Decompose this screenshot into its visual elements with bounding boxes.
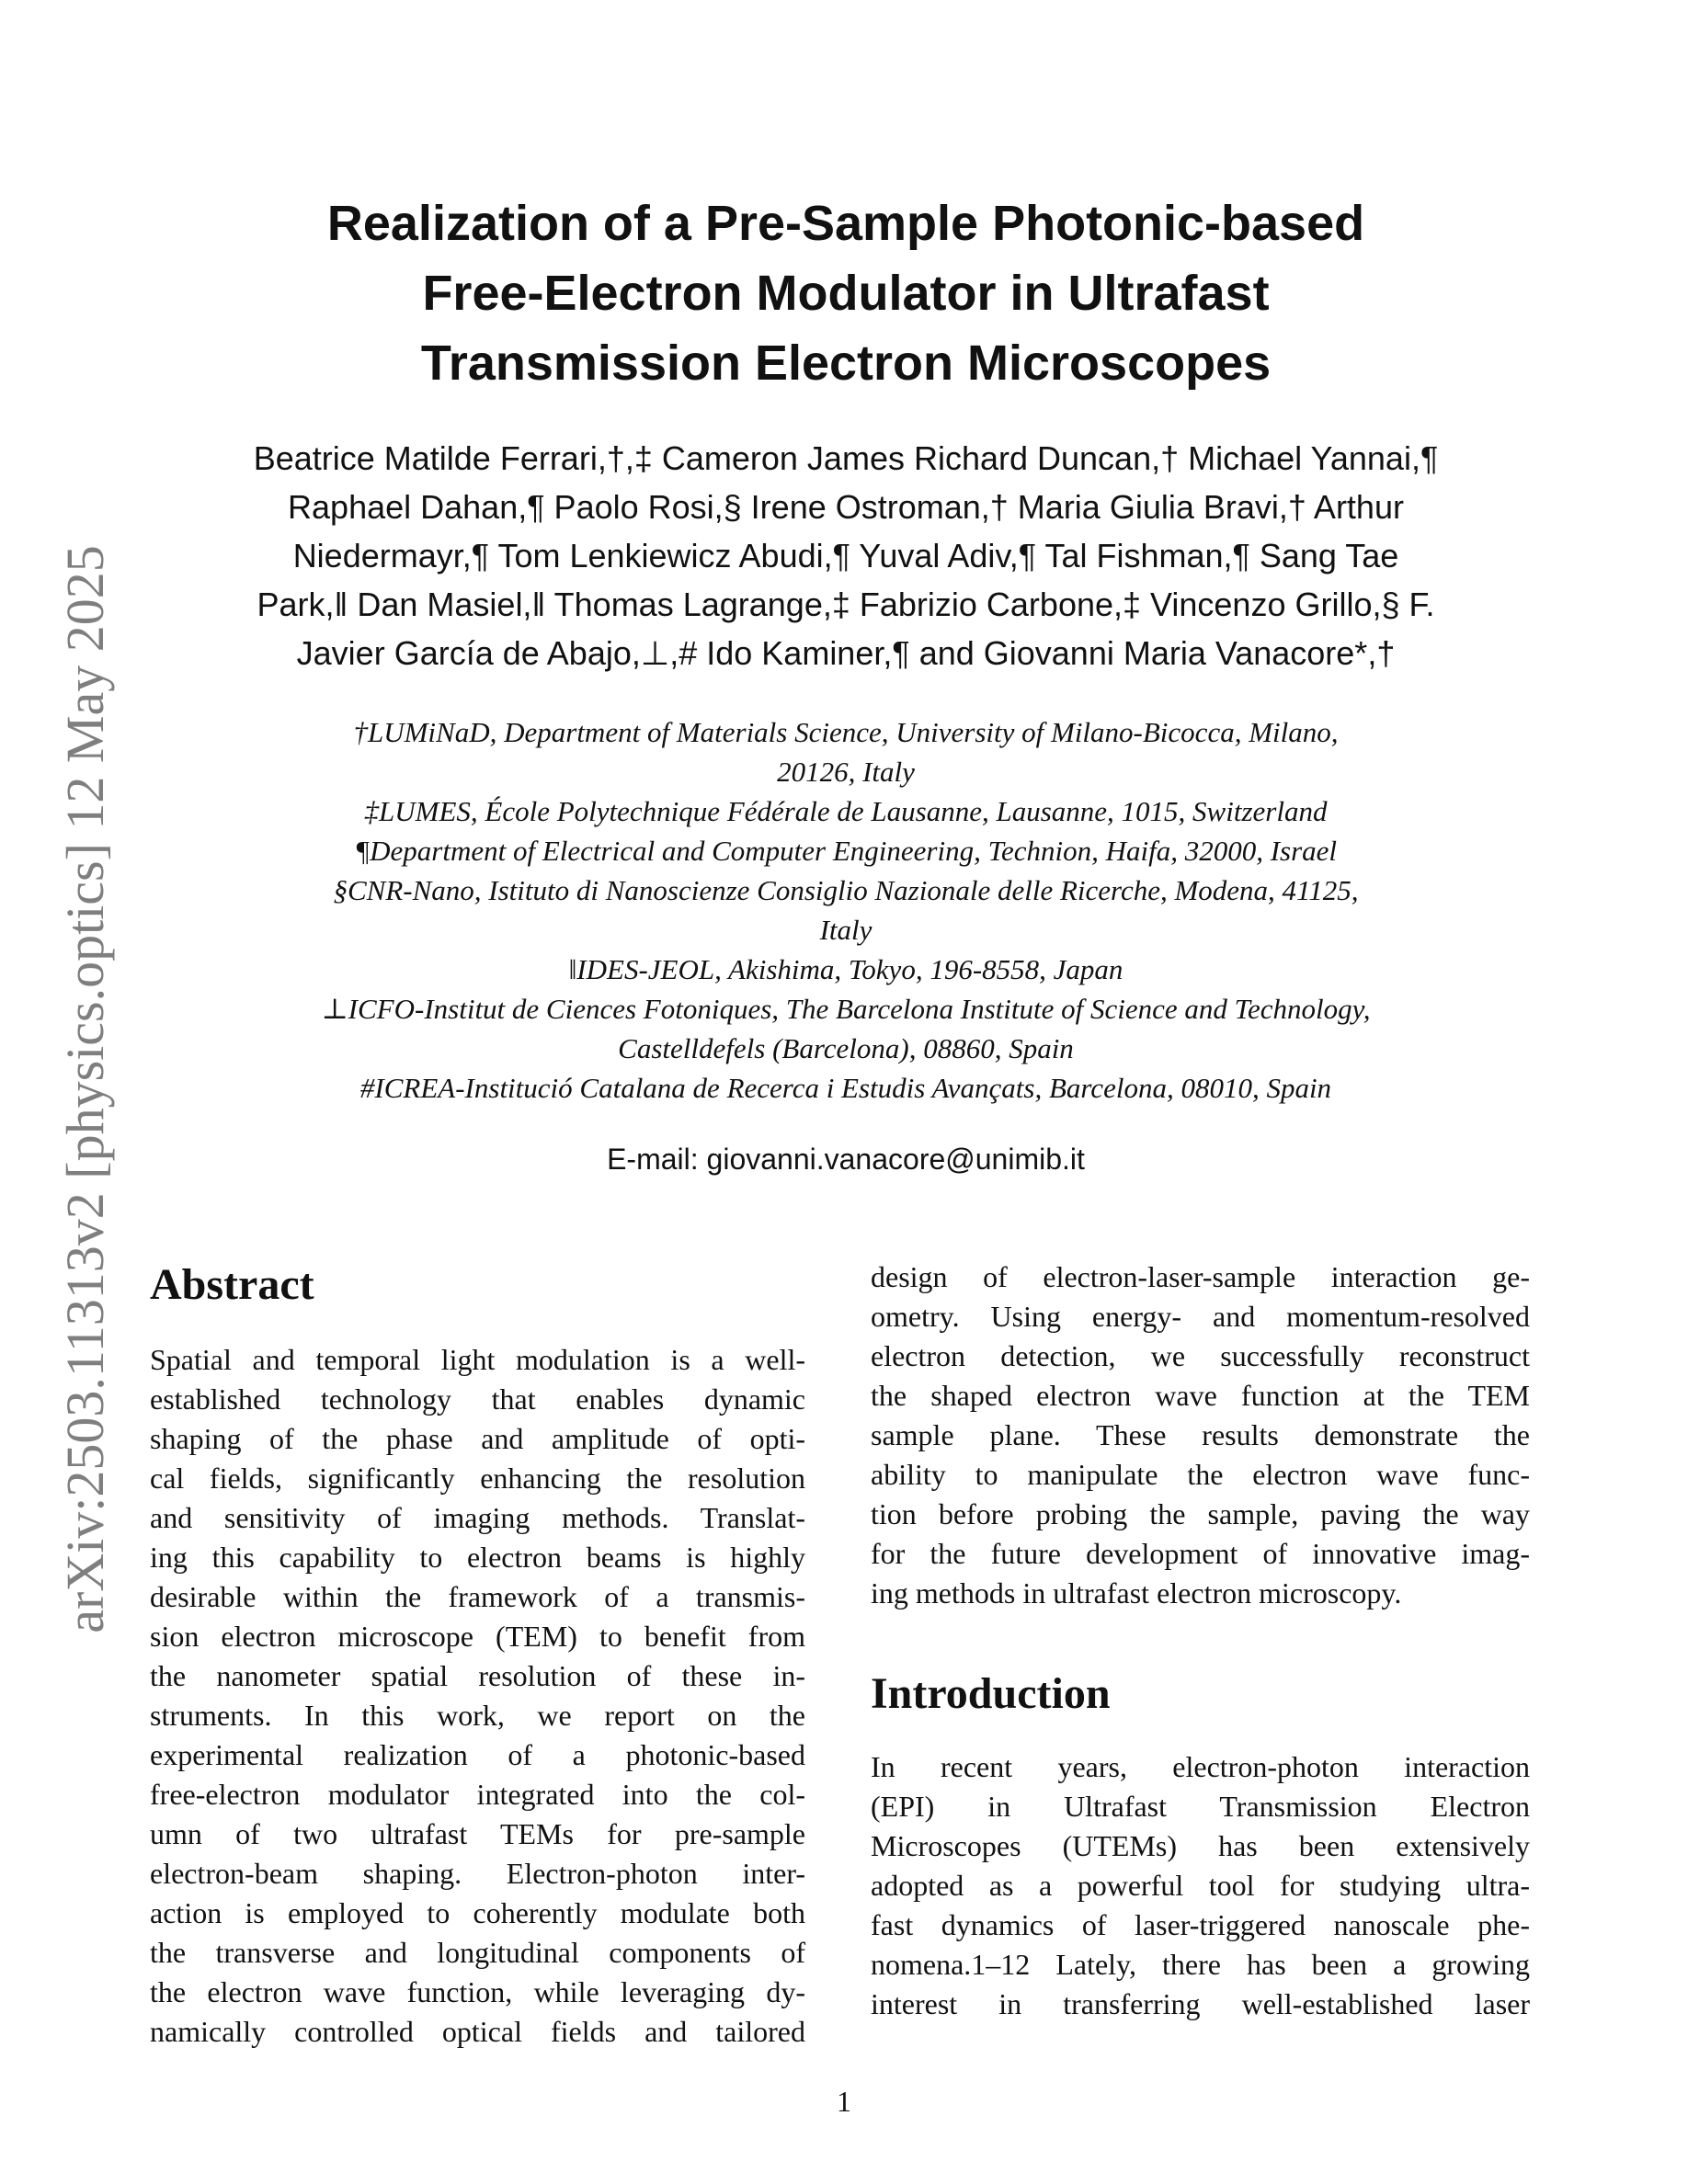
- author-line: Beatrice Matilde Ferrari,†,‡ Cameron James Richard Duncan,† Michael Yannai,¶: [253, 439, 1439, 477]
- right-column: [871, 1257, 1530, 2024]
- author-line: Javier García de Abajo,⊥,# Ido Kaminer,¶ and Giovanni Maria Vanacore*,†: [296, 634, 1396, 672]
- text-line: interest in transferring well-established laser: [871, 1987, 1530, 2020]
- affiliation-line: ‡LUMES, École Polytechnique Fédérale de Lausanne, Lausanne, 1015, Switzerland: [364, 795, 1328, 827]
- left-column: [150, 1257, 805, 2052]
- affiliation-list: [184, 712, 1508, 1108]
- text-line: (EPI) in Ultrafast Transmission Electron: [871, 1790, 1530, 1823]
- author-line: Park,‖ Dan Masiel,‖ Thomas Lagrange,‡ Fabrizio Carbone,‡ Vincenzo Grillo,§ F.: [257, 586, 1435, 623]
- affiliation-line: ⊥ICFO-Institut de Ciences Fotoniques, The Barcelona Institute of Science and Technology,: [321, 993, 1371, 1025]
- title-line: Transmission Electron Microscopes: [420, 336, 1272, 391]
- text-line: experimental realization of a photonic-based: [150, 1738, 805, 1771]
- introduction-heading: Introduction: [871, 1669, 1111, 1718]
- text-line: established technology that enables dynamic: [150, 1382, 805, 1416]
- text-line: desirable within the framework of a transmis-: [150, 1580, 805, 1613]
- text-line: tion before probing the sample, paving the way: [871, 1497, 1530, 1530]
- text-line: struments. In this work, we report on the: [150, 1699, 805, 1732]
- title-line: Free-Electron Modulator in Ultrafast: [422, 266, 1270, 321]
- introduction-text: [871, 1747, 1530, 2024]
- text-line: electron-beam shaping. Electron-photon inter-: [150, 1857, 805, 1890]
- text-line: the electron wave function, while leveraging dy-: [150, 1975, 805, 2008]
- author-list: [184, 434, 1508, 677]
- affiliation-line: #ICREA-Institució Catalana de Recerca i Estudis Avançats, Barcelona, 08010, Spain: [359, 1072, 1332, 1104]
- text-line: adopted as a powerful tool for studying ultra-: [871, 1869, 1530, 1902]
- affiliation-line: §CNR-Nano, Istituto di Nanoscienze Consiglio Nazionale delle Ricerche, Modena, 41125,: [333, 874, 1359, 906]
- corresponding-email: E-mail: giovanni.vanacore@unimib.it: [607, 1143, 1085, 1176]
- abstract-text-continued: [871, 1257, 1530, 1613]
- text-line: Spatial and temporal light modulation is a well-: [150, 1343, 805, 1376]
- paper-title: [230, 188, 1462, 398]
- arxiv-identifier-stamp: arXiv:2503.11313v2 [physics.optics] 12 May 2025: [55, 545, 115, 1633]
- text-line: In recent years, electron-photon interaction: [871, 1750, 1530, 1783]
- text-line: umn of two ultrafast TEMs for pre-sample: [150, 1817, 805, 1850]
- text-line: sample plane. These results demonstrate the: [871, 1418, 1530, 1451]
- text-line: the shaped electron wave function at the TEM: [871, 1379, 1530, 1412]
- text-line: ing this capability to electron beams is highly: [150, 1541, 805, 1574]
- author-line: Raphael Dahan,¶ Paolo Rosi,§ Irene Ostroman,† Maria Giulia Bravi,† Arthur: [288, 488, 1404, 526]
- text-line: for the future development of innovative imag-: [871, 1537, 1530, 1570]
- author-line: Niedermayr,¶ Tom Lenkiewicz Abudi,¶ Yuval Adiv,¶ Tal Fishman,¶ Sang Tae: [292, 537, 1399, 574]
- text-line: fast dynamics of laser-triggered nanoscale phe-: [871, 1908, 1530, 1941]
- text-line: sion electron microscope (TEM) to benefit from: [150, 1620, 805, 1653]
- abstract-text: [150, 1340, 805, 2052]
- text-line: the nanometer spatial resolution of these in-: [150, 1659, 805, 1692]
- text-line: shaping of the phase and amplitude of opti-: [150, 1422, 805, 1455]
- title-line: Realization of a Pre-Sample Photonic-based: [326, 196, 1365, 251]
- text-line: ing methods in ultrafast electron microscopy.: [871, 1576, 1402, 1610]
- affiliation-line: ¶Department of Electrical and Computer Engineering, Technion, Haifa, 32000, Israel: [354, 835, 1338, 867]
- text-line: action is employed to coherently modulate both: [150, 1896, 805, 1929]
- text-line: cal fields, significantly enhancing the resolution: [150, 1462, 805, 1495]
- text-line: free-electron modulator integrated into the col-: [150, 1778, 805, 1811]
- affiliation-line: Italy: [819, 914, 873, 946]
- text-line: design of electron-laser-sample interaction ge-: [871, 1260, 1530, 1293]
- text-line: ometry. Using energy- and momentum-resolved: [871, 1300, 1530, 1333]
- text-line: namically controlled optical fields and tailored: [150, 2015, 805, 2048]
- affiliation-line: ‖IDES-JEOL, Akishima, Tokyo, 196-8558, Japan: [568, 953, 1123, 985]
- text-line: and sensitivity of imaging methods. Translat-: [150, 1501, 805, 1534]
- affiliation-line: Castelldefels (Barcelona), 08860, Spain: [618, 1032, 1074, 1064]
- page-number: 1: [837, 2085, 851, 2118]
- text-line: nomena.1–12 Lately, there has been a growing: [871, 1948, 1530, 1981]
- affiliation-line: †LUMiNaD, Department of Materials Science, University of Milano-Bicocca, Milano,: [353, 716, 1339, 748]
- text-line: ability to manipulate the electron wave func-: [871, 1458, 1530, 1491]
- abstract-heading: Abstract: [150, 1260, 314, 1309]
- text-line: the transverse and longitudinal components of: [150, 1936, 805, 1969]
- text-line: electron detection, we successfully reconstruct: [871, 1339, 1530, 1372]
- affiliation-line: 20126, Italy: [777, 756, 915, 788]
- text-line: Microscopes (UTEMs) has been extensively: [871, 1829, 1530, 1862]
